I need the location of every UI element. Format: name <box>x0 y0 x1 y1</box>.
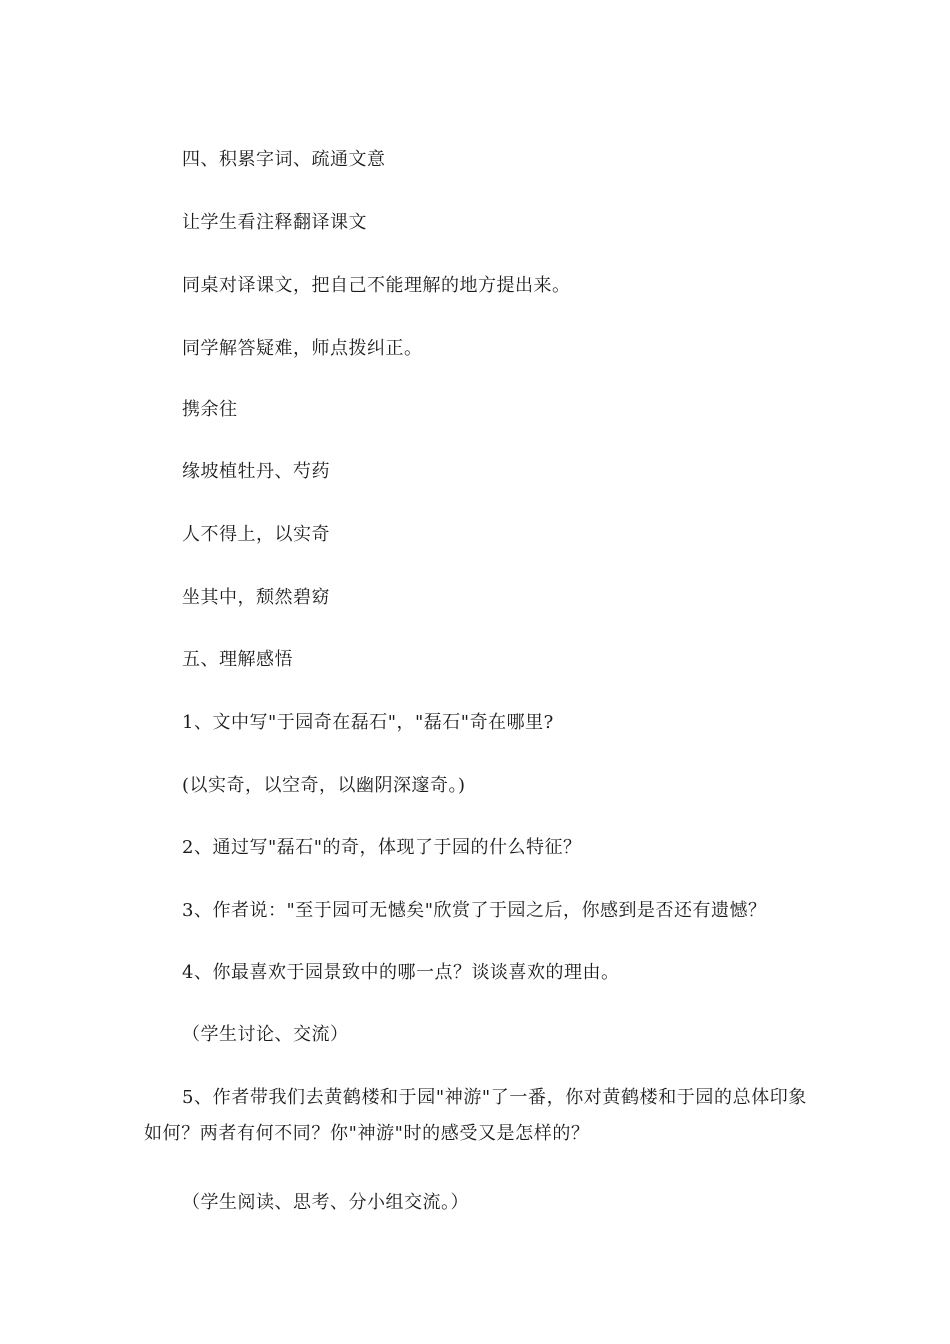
paragraph: 让学生看注释翻译课文 <box>182 212 367 233</box>
section-heading-5: 五、理解感悟 <box>182 649 293 670</box>
paragraph: 缘坡植牡丹、芍药 <box>182 461 330 482</box>
paragraph: 同学解答疑难，师点拨纠正。 <box>182 338 423 359</box>
answer-1: (以实奇，以空奇，以幽阴深邃奇。) <box>182 775 466 796</box>
paragraph: 携余往 <box>182 399 238 420</box>
paragraph: 同桌对译课文，把自己不能理解的地方提出来。 <box>182 275 571 296</box>
note-group-exchange: （学生阅读、思考、分小组交流。） <box>182 1192 469 1213</box>
question-3: 3、作者说："至于园可无憾矣"欣赏了于园之后，你感到是否还有遗憾？ <box>182 900 767 921</box>
paragraph: 人不得上，以实奇 <box>182 524 330 545</box>
note-discussion: （学生讨论、交流） <box>182 1024 349 1045</box>
question-5: 5、作者带我们去黄鹤楼和于园"神游"了一番，你对黄鹤楼和于园的总体印象如何？两者有何不同？你"神游"时的感受又是怎样的？ <box>144 1087 808 1144</box>
question-1: 1、文中写"于园奇在磊石"，"磊石"奇在哪里? <box>182 712 554 733</box>
section-heading-4: 四、积累字词、疏通文意 <box>182 149 386 170</box>
paragraph: 坐其中，颓然碧窈 <box>182 587 330 608</box>
question-4: 4、你最喜欢于园景致中的哪一点？谈谈喜欢的理由。 <box>182 962 620 983</box>
question-2: 2、通过写"磊石"的奇，体现了于园的什么特征？ <box>182 837 582 858</box>
